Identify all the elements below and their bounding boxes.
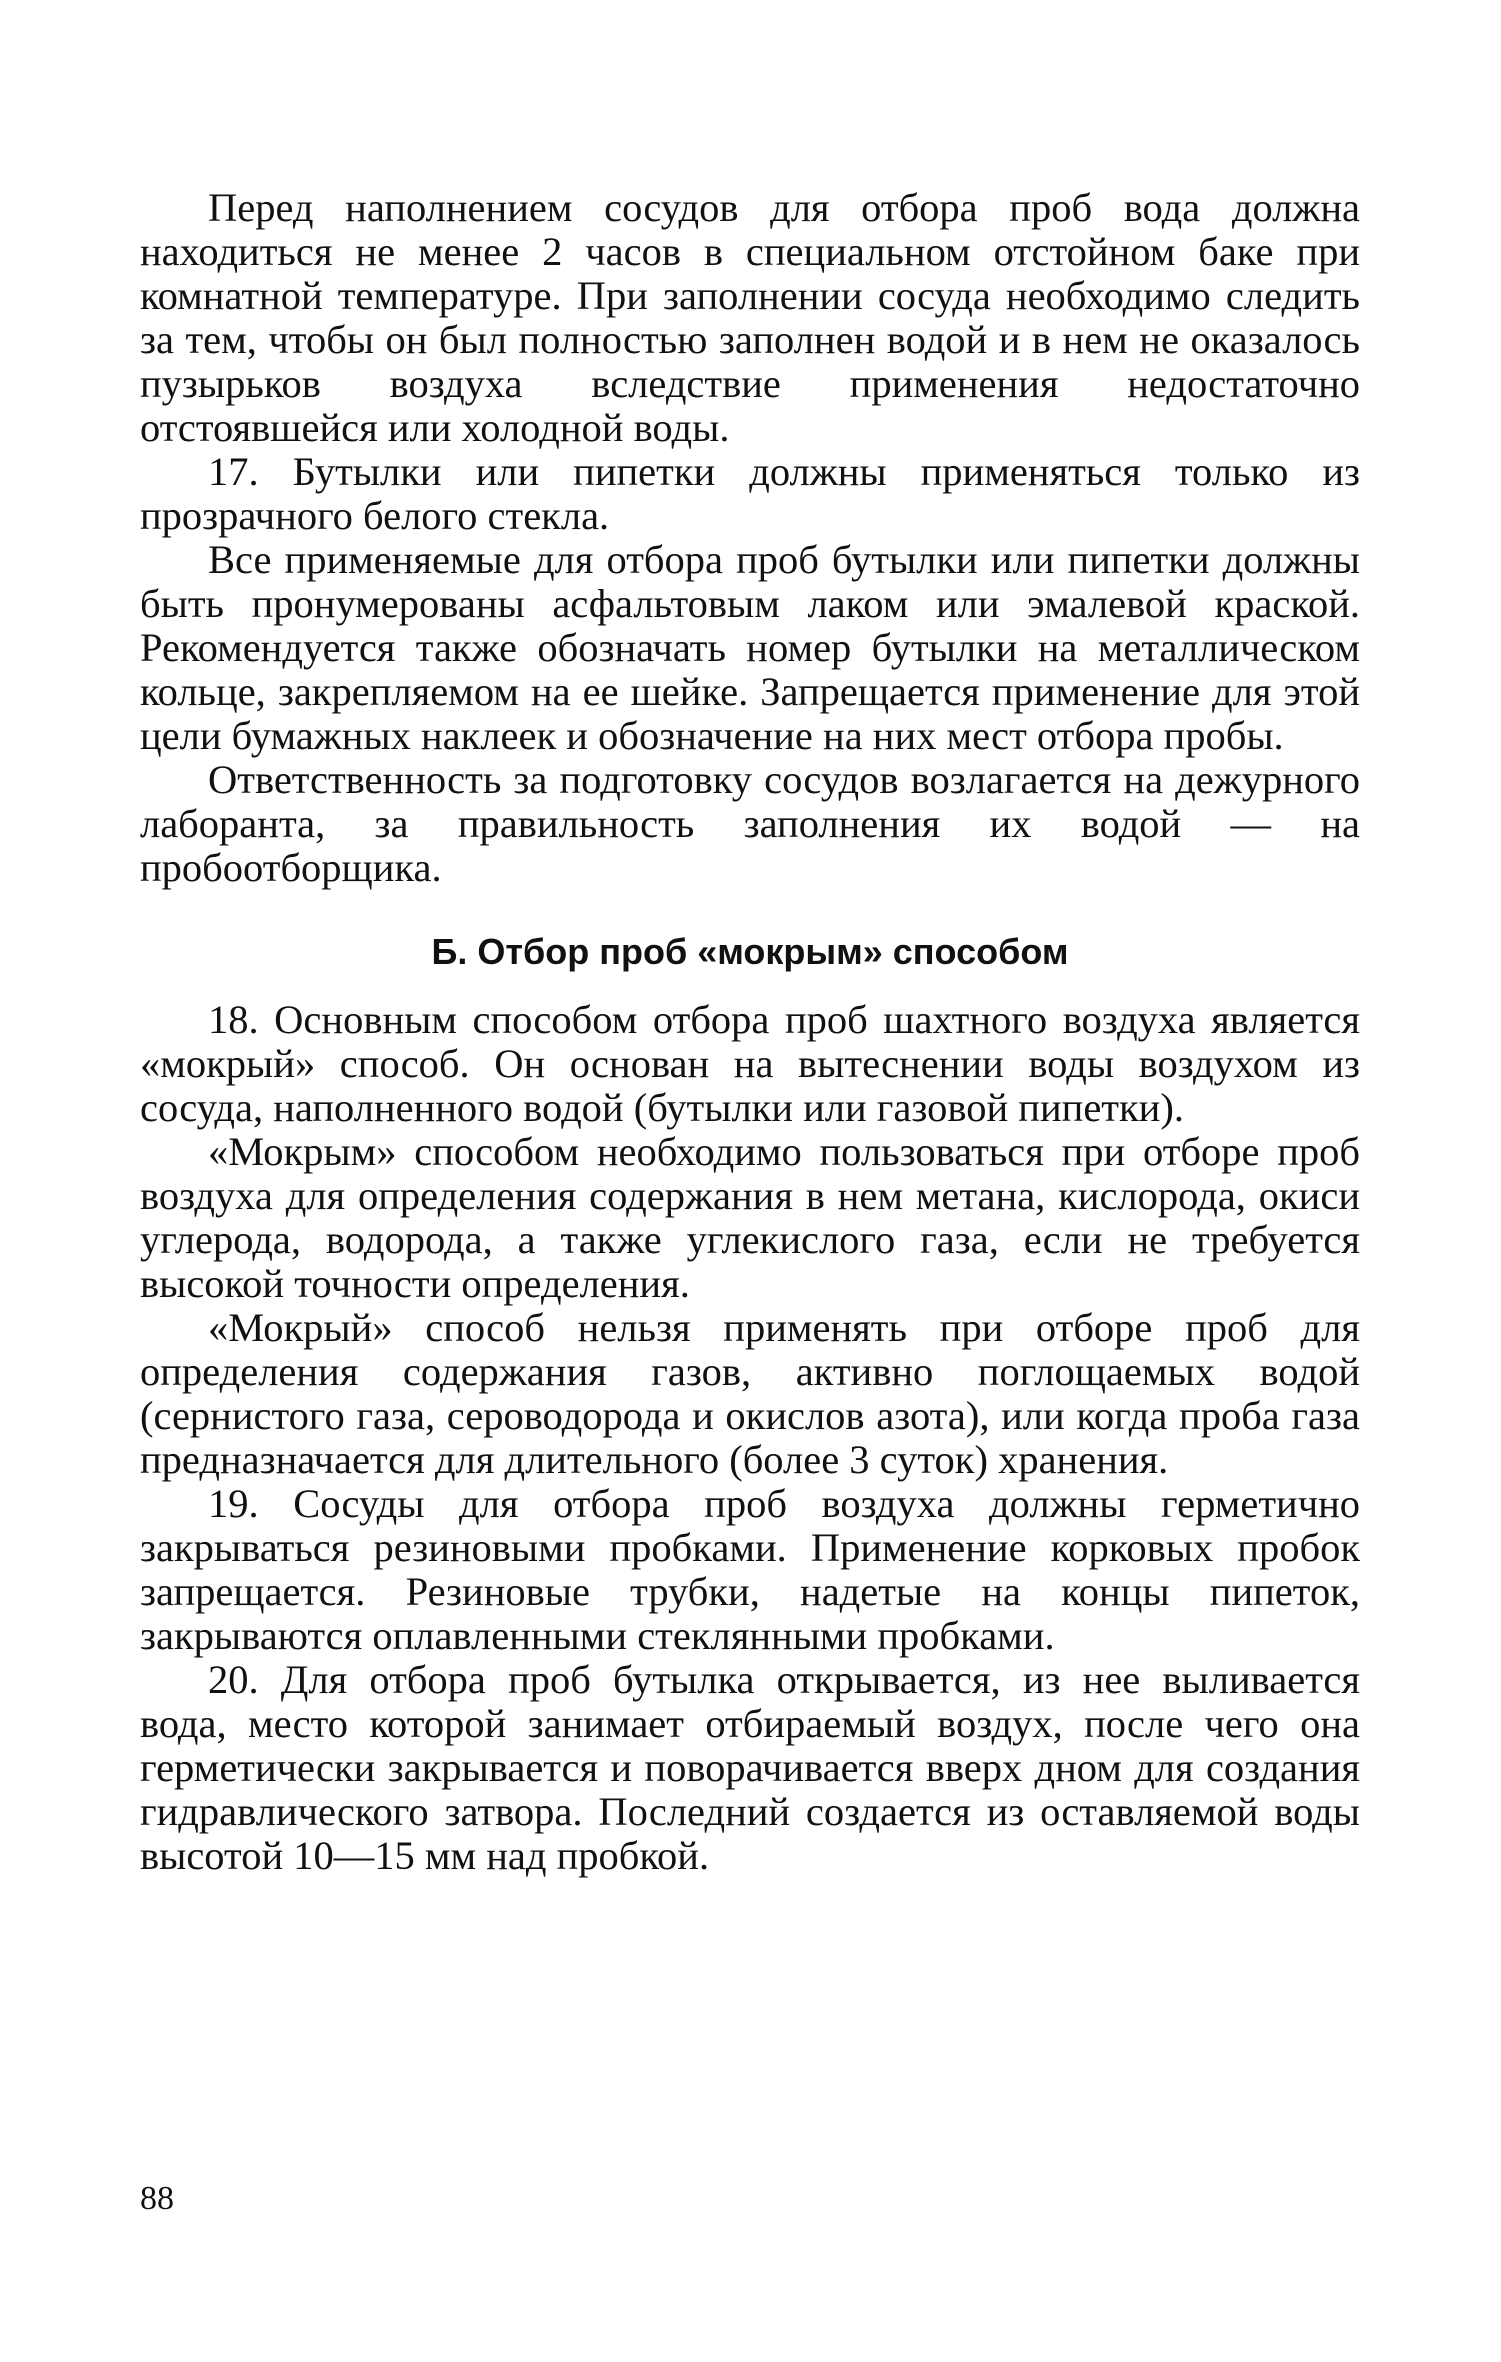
- paragraph-20: 20. Для отбора проб бутылка открывается, из нее выливается вода, место которой занимает отбираемый воздух, после чего она герметически закрывается и поворачивается вверх дном для создания гидравлического затвора. Последний создается из оставляемой воды высотой 10—15 мм над пробкой.: [140, 1657, 1360, 1878]
- page-body: [140, 186, 1360, 1878]
- paragraph-intro: Перед наполнением сосудов для отбора проб вода должна находиться не менее 2 часов в специальном отстойном баке при комнатной температуре. При заполнении сосуда необходимо следить за тем, чтобы он был полностью заполнен водой и в нем не оказалось пузырьков воздуха вследствие применения недостаточно отстоявшейся или холодной воды.: [140, 185, 1360, 450]
- page-number: 88: [140, 2180, 174, 2217]
- paragraph-17: 17. Бутылки или пипетки должны применяться только из прозрачного белого стекла.: [140, 449, 1360, 538]
- paragraph-wet-method-limits: «Мокрый» способ нельзя применять при отборе проб для определения содержания газов, активно поглощаемых водой (сернистого газа, сероводорода и окислов азота), или когда проба газа предназначается для длительного (более 3 суток) хранения.: [140, 1305, 1360, 1482]
- paragraph-wet-method-use: «Мокрым» способом необходимо пользоваться при отборе проб воздуха для определения содержания в нем метана, кислорода, окиси углерода, водорода, а также углекислого газа, если не требуется высокой точности определения.: [140, 1129, 1360, 1306]
- paragraph-19: 19. Сосуды для отбора проб воздуха должны герметично закрываться резиновыми пробками. Применение корковых пробок запрещается. Резиновые трубки, надетые на концы пипеток, закрываются оплавленными стеклянными пробками.: [140, 1481, 1360, 1658]
- section-heading: Б. Отбор проб «мокрым» способом: [431, 931, 1069, 972]
- paragraph-18: 18. Основным способом отбора проб шахтного воздуха является «мокрый» способ. Он основан на вытеснении воды воздухом из сосуда, наполненного водой (бутылки или газовой пипетки).: [140, 997, 1360, 1130]
- paragraph-numbering: Все применяемые для отбора проб бутылки или пипетки должны быть пронумерованы асфальтовым лаком или эмалевой краской. Рекомендуется также обозначать номер бутылки на металлическом кольце, закрепляемом на ее шейке. Запрещается применение для этой цели бумажных наклеек и обозначение на них мест отбора пробы.: [140, 537, 1360, 758]
- paragraph-responsibility: Ответственность за подготовку сосудов возлагается на дежурного лаборанта, за правильность заполнения их водой — на пробоотборщика.: [140, 757, 1360, 890]
